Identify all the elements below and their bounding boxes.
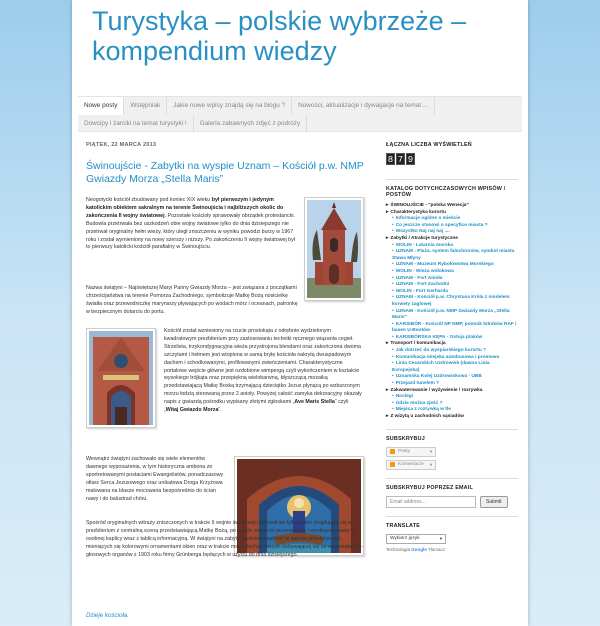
catalog-label: Co jeszcze stanowi o specyfice miasta ? xyxy=(395,222,488,228)
bullet-icon: • xyxy=(392,321,394,327)
catalog-link[interactable] xyxy=(386,348,518,355)
bullet-icon: • xyxy=(392,216,394,222)
sidebar xyxy=(386,142,518,552)
catalog-label: Gdzie można zjeść ? xyxy=(395,400,443,406)
catalog-label: Zabytki / Atrakcje turystyczne xyxy=(390,235,458,241)
post-catalog-tree xyxy=(386,203,518,421)
email-field[interactable]: Email address... xyxy=(386,496,476,508)
catalog-label: Wszystko Naj naj naj .... xyxy=(395,229,450,235)
rss-icon xyxy=(390,462,395,467)
chevron-down-icon: ▼ xyxy=(439,535,443,541)
bullet-icon: • xyxy=(392,268,394,274)
counter-digit: 7 xyxy=(397,155,404,165)
email-subscribe-form xyxy=(386,496,518,508)
bullet-icon: • xyxy=(392,374,394,380)
church-portal-photo[interactable] xyxy=(86,328,156,428)
catalog-title: KATALOG DOTYCHCZASOWYCH WPISÓW / POSTÓW xyxy=(386,186,506,198)
catalog-label: UZNAM - Plaża, system falochronów, symbol miasta Stawa Młyny xyxy=(392,249,515,261)
tab-news[interactable]: Nowości, aktualizacje i dywagacje na temat ... xyxy=(292,97,435,115)
divider xyxy=(386,429,518,430)
catalog-label: Noclegi xyxy=(395,394,414,400)
catalog-label: Komunikacja miejska autobusowa i promowa xyxy=(395,354,500,360)
subscribe-comments-dropdown[interactable] xyxy=(386,460,436,470)
powered-by-google[interactable]: Technologia Google Tłumacz xyxy=(386,546,445,552)
bullet-icon: • xyxy=(392,361,394,367)
blog-title[interactable]: Turystyka – polskie wybrzeże – kompendium wiedzy xyxy=(92,6,467,66)
catalog-label: Informacje ogólne o mieście xyxy=(395,216,461,222)
catalog-label: KARSIBÓR - Kościół NP NMP, pomnik lotników RAF i basen U-Bootów xyxy=(392,321,517,334)
catalog-link[interactable] xyxy=(386,262,518,269)
bullet-icon: • xyxy=(392,262,394,268)
bullet-icon: • xyxy=(392,275,394,281)
bullet-icon: • xyxy=(392,308,394,314)
post-paragraph-1: Neogotycki kościół zbudowany pod koniec XIX wieku był pierwszym i jedynym katolickim obiektem sakralnym na terenie Świnoujścia i najbliższych okolic do zakończenia II wojny światowej. Pozostałe kościoły sprawowały obrządek protestancki. Budowla przetrwała bez uszkodzeń obie wojny światowe tylko do dnia dzisiejszego nie przetrwał oryginalny hełm wieży, który uległ zniszczeniu w wyniku powodzi burzy w 1967 roku i został wymieniony na nowy szerszy i niższy. Po zakończeniu II wojny światowej był to pierwszy katolicki kościół parafialny w Świnoujściu. xyxy=(86,197,296,251)
catalog-label: Z wizytą u zachodnich sąsiadów xyxy=(390,414,464,419)
bullet-icon: • xyxy=(392,288,394,294)
bullet-icon: • xyxy=(392,394,394,400)
catalog-label: UZNAM - Fort Zachodni xyxy=(395,282,450,288)
catalog-label: ŚWINOUJŚCIE - "polska Wenecja" xyxy=(390,203,469,208)
catalog-label: Miejsca z rozrywką w tle xyxy=(395,407,451,413)
chevron-down-icon: ▼ xyxy=(429,462,433,468)
submit-button[interactable]: Submit xyxy=(480,496,508,508)
tab-jokes[interactable]: Dowcipy i żarciki na temat turystyki ! xyxy=(78,115,194,133)
bullet-icon: • xyxy=(392,348,394,354)
catalog-label: Jak dotrzeć do wyspiarskiego kurortu ? xyxy=(395,348,487,354)
post-title[interactable]: Świnoujście - Zabytki na wyspie Uznam – Kościół p.w. NMP Gwiazdy Morza „Stella Maris” xyxy=(86,160,364,185)
post-paragraph-2: Nazwa świątyni – Najświętszej Maryi Panny Gwiazdy Morza – jest związana z początkami chrześcijaństwa na terenie Pomorza Zachodniego, symbolizuje Matkę Bożą nosicielkę światła oraz przewodniczkę marynarzy pływających po wodach mórz i oceanach, patronkę w bezpiecznym dotarciu do portu. xyxy=(86,285,298,315)
catalog-label: WOLIN - Fort Gerharda xyxy=(395,288,448,294)
triangle-icon: ▸ xyxy=(386,387,389,393)
catalog-link[interactable] xyxy=(386,381,518,388)
catalog-label: UZNAM - Kościół p.w. NMP Gwiazdy Morza „Stella Maris” xyxy=(392,308,510,321)
catalog-link[interactable] xyxy=(386,249,518,262)
bullet-icon: • xyxy=(392,400,394,406)
catalog-link[interactable] xyxy=(386,216,518,223)
blog-page xyxy=(72,0,528,626)
triangle-icon: ▸ xyxy=(386,341,389,347)
divider xyxy=(386,478,518,479)
catalog-label: WOLIN - Latarnia morska xyxy=(395,242,453,248)
divider xyxy=(386,516,518,517)
catalog-label: Charakterystyka kurortu xyxy=(390,209,446,215)
triangle-icon: ▸ xyxy=(386,235,389,241)
tab-row-1 xyxy=(78,97,522,115)
subscribe-posts-label: Posty xyxy=(398,449,410,455)
bullet-icon: • xyxy=(392,229,394,235)
catalog-label: Transport / komunikacja xyxy=(390,341,446,347)
divider xyxy=(386,179,518,180)
post-paragraph-3: Kościół został wzniesiony na rzucie prostokąta z odrębnie wydzielonym kwadratowym prezbiterium przy zastosowaniu techniki ręcznego wiązania cegieł. Strzelista, trzykondygnacyjna wieża przystrojona blendami oraz zakończona dwoma szczytami i hełmem jest wtopiona w samą bryłę kościoła nakrytą dwuspadowym dachem i schodkowanymi, profilowanymi zwieńczeniami. Charakterystyczne portalowe wejście główne jest ozdobione wimpergą czyli wykończeniem w kształcie wysokiego trójkąta oraz przepiękną wielobarwną, błyszczącą mozaiką przedstawiającą Matkę Boską trzymającą dzieciątko Jezus płynącą po wzburzonym morzu łodzią sterowaną przez 2 anioły. Powyżej całość zamyka dekoracyjny okazały napis z gwiazdą pośrodku wypisany złotymi zgłoskami „Ave Maris Stella” czyli „Witaj Gwiazdo Morza”. xyxy=(164,328,362,414)
catalog-label: UZNAM - Fort Anioła xyxy=(395,275,443,281)
bullet-icon: • xyxy=(392,222,394,228)
post-date: PIĄTEK, 22 MARCA 2013 xyxy=(86,142,157,148)
catalog-link[interactable] xyxy=(386,361,518,374)
church-tower-photo[interactable] xyxy=(304,197,364,301)
counter-title: ŁĄCZNA LICZBA WYŚWIETLEŃ xyxy=(386,142,472,148)
bullet-icon: • xyxy=(392,407,394,413)
language-select[interactable] xyxy=(386,534,446,544)
counter-digit: 8 xyxy=(387,155,394,165)
bullet-icon: • xyxy=(392,282,394,288)
bullet-icon: • xyxy=(392,242,394,248)
chevron-down-icon: ▼ xyxy=(429,449,433,455)
language-select-value: Wybierz język xyxy=(390,535,420,541)
tab-row-2 xyxy=(78,115,522,133)
catalog-label: KARSIBÓRSKA KĘPA - Ostoja ptaków xyxy=(395,334,483,340)
rss-icon xyxy=(390,449,395,454)
triangle-icon: ▸ xyxy=(386,414,389,419)
subscribe-title: SUBSKRYBUJ xyxy=(386,435,425,442)
view-counter xyxy=(386,153,518,165)
catalog-label: Linia Cesarskich Uzdrowisk (dawna Linia Europejska) xyxy=(392,361,490,373)
catalog-link[interactable] xyxy=(386,269,518,276)
blog-header xyxy=(72,0,528,96)
bullet-icon: • xyxy=(392,295,394,301)
history-link[interactable]: Dzieje kościoła. xyxy=(86,612,129,619)
church-exterior-image xyxy=(307,200,361,298)
catalog-label: Uznamska Kolej Uzdrowiskowa - UBB xyxy=(395,374,482,380)
catalog-category[interactable] xyxy=(386,236,518,243)
catalog-link[interactable] xyxy=(386,309,518,322)
church-portal-image xyxy=(89,331,153,425)
tab-new-posts[interactable]: Nowe posty xyxy=(78,97,124,115)
catalog-link[interactable] xyxy=(386,295,518,308)
bullet-icon: • xyxy=(392,249,394,255)
catalog-link[interactable] xyxy=(386,322,518,335)
post-paragraph-4: Wewnątrz świątyni zachowało się wiele elementów dawnego wyposażenia, w tym historyczna ambona ze sportretowanymi postaciami Ewangelistów, ponadczasowy ołtarz Serca Jezusowego oraz unikatowa Droga Krzyżowa malowana na blasze mocowana bezpośrednio do ścian nawy i do balustrad chóru. xyxy=(86,456,224,502)
catalog-category[interactable] xyxy=(386,203,518,210)
catalog-label: Przejazd tunelem ? xyxy=(395,381,440,387)
bullet-icon: • xyxy=(392,381,394,387)
catalog-link[interactable] xyxy=(386,229,518,236)
translate-title: TRANSLATE xyxy=(386,522,421,529)
catalog-link[interactable] xyxy=(386,394,518,401)
subscribe-posts-dropdown[interactable] xyxy=(386,447,436,457)
tab-funny-gallery[interactable]: Galeria zabawnych zdjęć z podróży xyxy=(194,115,308,133)
bullet-icon: • xyxy=(392,354,394,360)
post-main xyxy=(86,142,366,619)
catalog-category[interactable] xyxy=(386,414,518,421)
google-logo: Google xyxy=(411,546,427,552)
post-paragraph-5: Spośród oryginalnych witraży zniszczonych w trakcie II wojnie światowej uratował się tylko jeden znajdujący się w prezbiterium z centralną sceną przedstawiającą Matkę Bożą, po wojnie został on przeniesiony i wyeksponowany w osobnej kaplicy wraz z tablicą informacyjną. W świątyni na zabytki będziemy patrzeć w świetle artystycznych, mieniących się kolorowymi ornamentami okien oraz w trakcie mszy słuchać muzyki dobywającej się ze wspaniałych 8-głosowych organów z 1903 roku firmy Grünberga będących w użyciu do dnia dzisiejszego. xyxy=(86,520,364,558)
bullet-icon: • xyxy=(392,334,394,340)
email-subscribe-title: SUBSKRYBUJ POPRZEZ EMAIL xyxy=(386,484,473,491)
triangle-icon: ▸ xyxy=(386,209,389,215)
catalog-label: Zakwaterowanie / wyżywienie / rozrywka xyxy=(390,387,483,393)
counter-digit: 9 xyxy=(407,155,414,165)
page-tabs xyxy=(78,96,522,132)
tab-upcoming-posts[interactable]: Jakie nowe wpisy znajdą się na blogu ? xyxy=(167,97,292,115)
catalog-label: WOLIN - Wieża widokowa xyxy=(395,268,454,274)
triangle-icon: ▸ xyxy=(386,203,389,208)
catalog-label: UZNAM - Muzeum Rybołówstwa Morskiego xyxy=(395,262,494,268)
catalog-label: UZNAM - Kościół p.w. Chrystusa Króla z modelem korwety żaglowej xyxy=(392,295,510,307)
catalog-link[interactable] xyxy=(386,407,518,414)
catalog-link[interactable] xyxy=(386,282,518,289)
subscribe-comments-label: Komentarze xyxy=(398,462,424,468)
tab-intro[interactable]: Wstępniak xyxy=(124,97,167,115)
